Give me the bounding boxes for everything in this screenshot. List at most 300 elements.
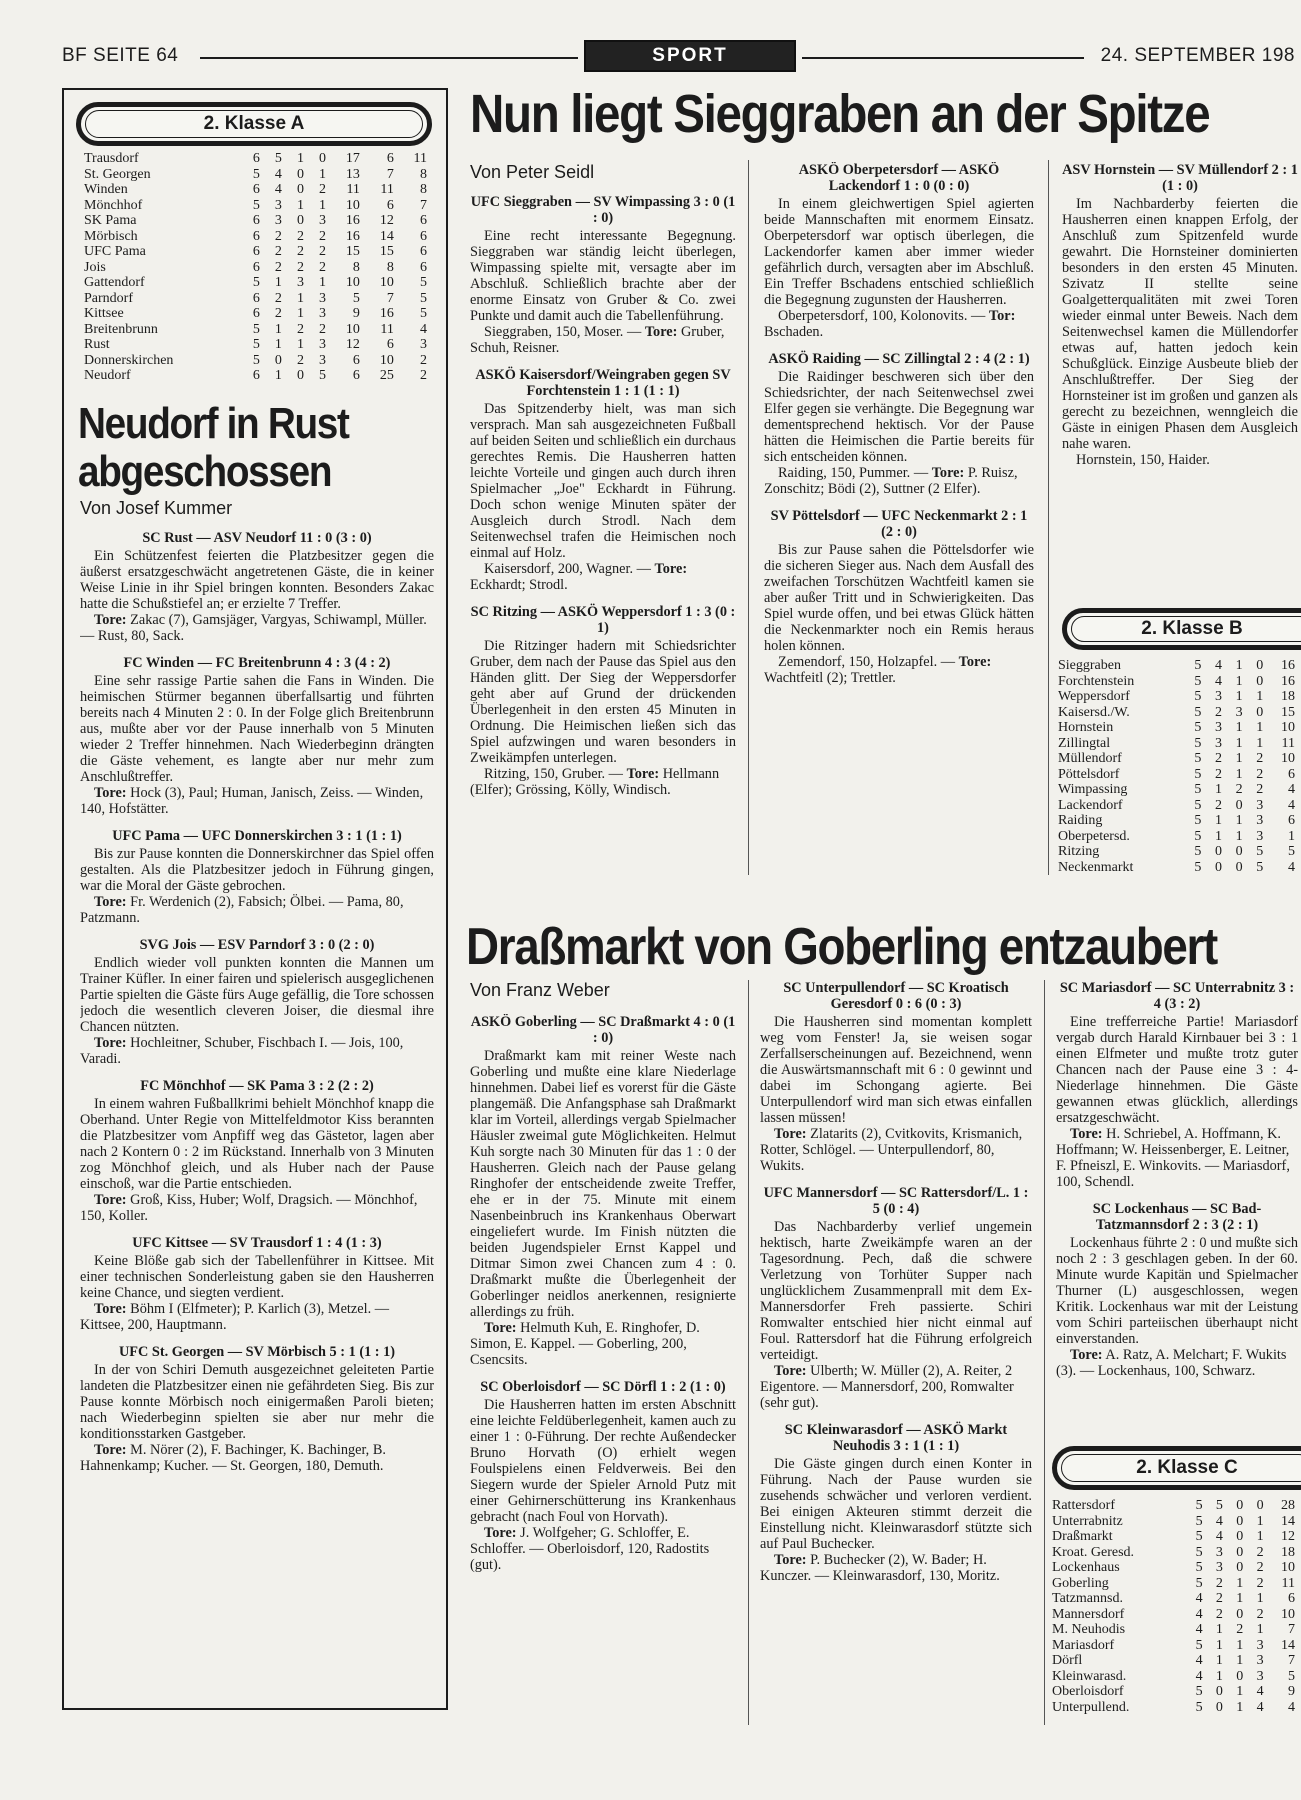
stat-value: 2 — [1256, 766, 1264, 782]
stat-value: 3 — [319, 213, 326, 228]
stat-value: 1 — [1256, 1513, 1264, 1529]
match-report — [760, 1422, 1032, 1584]
match-title: UFC Pama — UFC Donnerskirchen 3 : 1 (1 : 1) — [112, 828, 402, 844]
stat-value: 5 — [1195, 1699, 1203, 1715]
stat-value: 15 — [345, 244, 360, 259]
stat-value: 4 — [1195, 1668, 1203, 1684]
stat-value: 16 — [1281, 658, 1295, 673]
stat-value: 2 — [319, 244, 326, 259]
stat-value: 10 — [1281, 1606, 1295, 1622]
stat-value: 6 — [252, 368, 260, 383]
stat-value: 6 — [420, 244, 427, 259]
scorers-label: Tore: — [931, 465, 965, 481]
stat-value: 3 — [1215, 1560, 1223, 1575]
standings-row — [1052, 1669, 1298, 1685]
stat-value: 5 — [1195, 1529, 1203, 1544]
stat-value: 4 — [1215, 1529, 1223, 1544]
match-details — [1056, 1126, 1298, 1190]
stat-value: 9 — [352, 306, 360, 321]
story3-column-3 — [1056, 980, 1298, 1430]
stat-value: 3 — [274, 197, 282, 213]
match-title: ASKÖ Raiding — SC Zillingtal 2 : 4 (2 : 1) — [768, 351, 1030, 367]
match-text: Eine sehr rassige Partie sahen die Fans in Winden. Die heimischen Stürmer begannen überfallsartig und führten bereits nach 4 Minuten 2 : 0. In der Folge glich Breitenbrunn aus, mußte aber vor der Pause innerhalb von 5 Minuten wieder 2 Treffer hinnehmen. Nach Wiederbeginn drängten die Gäste vehement, es langte aber nur mehr zum Anschlußtreffer. — [80, 673, 434, 785]
story2-column — [80, 530, 434, 1702]
standings-row — [84, 182, 430, 198]
match-report — [470, 1014, 736, 1368]
stat-value: 2 — [1235, 782, 1243, 797]
stat-value: 2 — [1214, 766, 1222, 782]
standings-row — [1058, 798, 1298, 814]
story1-column-2 — [764, 162, 1034, 872]
stat-value: 1 — [1235, 689, 1243, 704]
match-details — [760, 1126, 1032, 1174]
match-title: ASKÖ Goberling — SC Draßmarkt 4 : 0 (1 : 0) — [470, 1014, 736, 1046]
scorers-list: Wachtfeitl (2); Trettler. — [764, 670, 896, 686]
match-title: SC Unterpullendorf — SC Kroatisch Geresdorf 0 : 6 (0 : 3) — [783, 980, 1009, 1012]
stat-value: 6 — [252, 213, 260, 228]
stat-value: 4 — [1214, 658, 1222, 673]
stat-value: 10 — [345, 197, 360, 213]
match-details — [80, 894, 434, 926]
stat-value: 0 — [1256, 704, 1264, 720]
stat-value: 5 — [252, 166, 260, 182]
klasse-a-table — [84, 151, 430, 384]
stat-value: 5 — [252, 197, 260, 213]
story1-column-3 — [1062, 162, 1298, 590]
standings-row — [84, 151, 430, 167]
match-details — [764, 465, 1034, 497]
stat-value: 12 — [345, 337, 360, 352]
match-text: Eine recht interessante Begegnung. Sieggraben war ständig leicht überlegen, Wimpassing spielte mit, versagte aber im Abschluß. Schließlich brachte aber der enorme Einsatz von Gruber & Co. zwei Punkte und damit auch die Tabellenführung. — [470, 228, 736, 324]
scorers-label: Tore: — [94, 894, 127, 910]
match-details — [80, 1442, 434, 1474]
header-rule-right — [802, 57, 1084, 59]
stat-value: 1 — [1236, 1699, 1244, 1715]
team-name: Mönchhof — [84, 197, 143, 213]
stat-value: 3 — [319, 352, 326, 368]
stat-value: 6 — [386, 151, 394, 166]
stat-value: 1 — [1256, 735, 1264, 751]
section-badge: SPORT — [584, 40, 796, 72]
match-details — [80, 1301, 434, 1333]
issue-date: 24. SEPTEMBER 198 — [1100, 45, 1295, 66]
stat-value: 1 — [1288, 828, 1295, 844]
team-name: Trausdorf — [84, 151, 139, 166]
stat-value: 1 — [319, 275, 326, 290]
scorers-label: Tore: — [654, 561, 688, 577]
stat-value: 6 — [352, 352, 360, 368]
match-title: SC Ritzing — ASKÖ Weppersdorf 1 : 3 (0 : 1) — [470, 604, 736, 636]
stat-value: 2 — [420, 352, 427, 368]
stat-value: 28 — [1281, 1498, 1295, 1513]
match-title: SC Lockenhaus — SC Bad-Tatzmannsdorf 2 : 3 (2 : 1) — [1092, 1201, 1262, 1233]
stat-value: 3 — [319, 337, 326, 352]
match-text: Bis zur Pause sahen die Pöttelsdorfer wie die sicheren Sieger aus. Nach dem Ausfall des zweifachen Torschützen Wachtfeitl kamen sie aber außer Tritt und in Schwierigkeiten. Das Spiel wurde offen, und bei etwas Glück hätten die Neckenmarkter noch ein Remis heraus holen können. — [764, 542, 1034, 654]
standings-row — [1052, 1514, 1298, 1530]
match-title: SVG Jois — ESV Parndorf 3 : 0 (2 : 0) — [139, 937, 375, 953]
stat-value: 5 — [420, 306, 427, 321]
match-details — [470, 1525, 736, 1573]
stat-value: 1 — [1215, 1637, 1223, 1653]
scorers-list: Böhm I (Elfmeter); P. Karlich (3), Metzel. — Kittsee, 200, Hauptmann. — [80, 1301, 390, 1333]
page-label: BF SEITE 64 — [62, 45, 179, 66]
match-text: Die Gäste gingen durch einen Konter in Führung. Nach der Pause wurden sie zusehends schwächer und verloren verdient. Bei einigen Akteuren stimmt derzeit die Einstellung nicht. Kleinwarasdorf stützte sich auf Paul Buchecker. — [760, 1456, 1032, 1552]
stat-value: 0 — [1236, 1606, 1244, 1622]
match-title: UFC Kittsee — SV Trausdorf 1 : 4 (1 : 3) — [132, 1235, 382, 1251]
stat-value: 1 — [319, 197, 326, 213]
match-text: Das Spitzenderby hielt, was man sich versprach. Man sah ausgezeichneten Fußball auf beiden Seiten und schließlich ein durchaus gerechtes Remis. Die Hausherren hatten leichte Vorteile und gingen auch durch ihren Spielmacher „Joe" Eckhardt in Führung. Doch schon wenige Minuten später der Ausgleich durch Strodl. Nach dem Seitenwechsel trafen die Heimischen noch einmal auf Holz. — [470, 401, 736, 561]
match-text: Bis zur Pause konnten die Donnerskirchner das Spiel offen gestalten. Als die Platzbesitzer jedoch in Führung gingen, war die Moral der Gäste gebrochen. — [80, 846, 434, 894]
match-details — [470, 324, 736, 356]
stat-value: 0 — [1236, 1560, 1244, 1575]
story3-column-1 — [470, 1014, 736, 1724]
match-details — [470, 1320, 736, 1368]
stat-value: 1 — [1256, 1622, 1264, 1637]
scorers-list: Hochleitner, Schuber, Fischbach I. — Jois, 100, Varadi. — [80, 1035, 404, 1067]
team-name: Neckenmarkt — [1058, 859, 1134, 875]
team-name: Neudorf — [84, 368, 131, 383]
stat-value: 0 — [1235, 844, 1243, 859]
klasse-a-banner: 2. Klasse A — [76, 102, 432, 146]
team-name: Lockenhaus — [1052, 1560, 1120, 1575]
match-report — [80, 937, 434, 1067]
stat-value: 3 — [1256, 828, 1264, 844]
stat-value: 3 — [420, 337, 427, 352]
stat-value: 6 — [252, 228, 260, 244]
stat-value: 1 — [319, 166, 326, 182]
stat-value: 16 — [345, 228, 360, 244]
stat-value: 2 — [274, 259, 282, 275]
stat-value: 6 — [1288, 1591, 1295, 1606]
match-details — [1062, 452, 1298, 468]
stat-value: 1 — [1256, 1591, 1264, 1606]
team-name: Kleinwarasd. — [1052, 1668, 1127, 1684]
stat-value: 5 — [1215, 1498, 1223, 1513]
stat-value: 0 — [1236, 1513, 1244, 1529]
stat-value: 6 — [420, 228, 427, 244]
stat-value: 0 — [1236, 1668, 1244, 1684]
match-title: ASKÖ Oberpetersdorf — ASKÖ Lackendorf 1 : 0 (0 : 0) — [798, 162, 1000, 194]
match-report — [80, 530, 434, 644]
match-details — [80, 785, 434, 817]
match-text: Das Nachbarderby verlief ungemein hektisch, harte Zweikämpfe waren an der Tagesordnung. Pech, daß die schwere Verletzung von Torhüter Supper nach unglücklichem Zusammenprall mit dem Ex-Mannersdorfer Freh passierte. Schiri Romwalter entschied hier nicht einmal auf Foul. Rattersdorf hat die Führung erfolgreich verteidigt. — [760, 1219, 1032, 1363]
stat-value: 3 — [1214, 720, 1222, 735]
stat-value: 12 — [1281, 1529, 1295, 1544]
stat-value: 1 — [296, 151, 304, 166]
stat-value: 2 — [274, 244, 282, 259]
stat-value: 11 — [1281, 735, 1295, 751]
stat-value: 5 — [1194, 704, 1202, 720]
stat-value: 6 — [252, 290, 260, 306]
match-info: Sieggraben, 150, Moser. — — [484, 324, 642, 340]
stat-value: 11 — [380, 321, 394, 337]
stat-value: 15 — [1281, 704, 1295, 720]
stat-value: 2 — [274, 290, 282, 306]
stat-value: 0 — [1236, 1544, 1244, 1560]
team-name: Oberpetersd. — [1058, 828, 1130, 844]
stat-value: 1 — [296, 197, 304, 213]
stat-value: 6 — [252, 244, 260, 259]
match-title: FC Mönchhof — SK Pama 3 : 2 (2 : 2) — [140, 1078, 374, 1094]
match-report — [1062, 162, 1298, 468]
match-info: Ritzing, 150, Gruber. — — [484, 766, 623, 782]
stat-value: 1 — [1236, 1653, 1244, 1668]
scorers-label: Tore: — [94, 1301, 127, 1317]
scorers-list: H. Schriebel, A. Hoffmann, K. Hoffmann; W. Heissenberger, E. Leitner, F. Pfneiszl, E. Winkovits. — Mariasdorf, 100, Schendl. — [1056, 1126, 1290, 1190]
stat-value: 5 — [319, 368, 326, 383]
stat-value: 6 — [252, 259, 260, 275]
match-text: Draßmarkt kam mit reiner Weste nach Goberling und mußte eine klare Niederlage hinnehmen. Dabei lief es vorerst für die Gäste plangemäß. Die Anfangsphase sah Draßmarkt klar im Vorteil, allerdings vergab Spielmacher Häusler zweimal gute Möglichkeiten. Helmut Kuh sorgte nach 30 Minuten für das 1 : 0 der Hausherren. Gleich nach der Pause gelang Ringhofer der entscheidende zweite Treffer, ehe er in der 75. Minute mit einem Nasenbeinbruch ins Krankenhaus Oberwart eingeliefert wurde. Im Finish nützten die beiden Jugendspieler Ernst Kappel und Ditmar Simon zwei Chancen zum 4 : 0. Draßmarkt mußte die Überlegenheit der Goberlinger neidlos anerkennen, resignierte allerdings zu früh. — [470, 1048, 736, 1320]
standings-row — [1058, 844, 1298, 860]
stat-value: 3 — [1214, 735, 1222, 751]
klasse-c-table — [1052, 1498, 1298, 1715]
stat-value: 1 — [1235, 751, 1243, 766]
match-details — [764, 308, 1034, 340]
stat-value: 1 — [274, 337, 282, 352]
team-name: Jois — [84, 259, 106, 275]
stat-value: 5 — [1194, 720, 1202, 735]
stat-value: 2 — [1214, 751, 1222, 766]
stat-value: 13 — [345, 166, 360, 182]
team-name: Mannersdorf — [1052, 1606, 1125, 1622]
stat-value: 2 — [296, 259, 304, 275]
match-text: Lockenhaus führte 2 : 0 und mußte sich noch 2 : 3 geschlagen geben. In der 60. Minute wurde Kapitän und Spielmacher Thurner (L) ausgeschlossen, wegen Kritik. Lockenhaus war mit der Leistung vom Schiri parteiischen überhaupt nicht einverstanden. — [1056, 1235, 1298, 1347]
standings-row — [84, 275, 430, 291]
match-title: SC Rust — ASV Neudorf 11 : 0 (3 : 0) — [142, 530, 372, 546]
match-details — [470, 766, 736, 798]
scorers-label: Tore: — [644, 324, 678, 340]
stat-value: 11 — [413, 151, 427, 166]
match-title: ASKÖ Kaisersdorf/Weingraben gegen SV Forchtenstein 1 : 1 (1 : 1) — [475, 367, 731, 399]
klasse-b-banner: 2. Klasse B — [1062, 608, 1301, 650]
stat-value: 0 — [1235, 859, 1243, 875]
team-name: Raiding — [1058, 813, 1103, 828]
story1-headline: Nun liegt Sieggraben an der Spitze — [470, 84, 1210, 144]
standings-row — [1058, 736, 1298, 752]
scorers-label: Tore: — [958, 654, 992, 670]
scorers-list: Groß, Kiss, Huber; Wolf, Dragsich. — Mönchhof, 150, Koller. — [80, 1192, 418, 1224]
stat-value: 14 — [1281, 1637, 1295, 1653]
stat-value: 1 — [1256, 689, 1264, 704]
stat-value: 1 — [296, 306, 304, 321]
stat-value: 7 — [1288, 1622, 1295, 1637]
team-name: Wimpassing — [1058, 782, 1128, 797]
team-name: Rust — [84, 337, 110, 352]
stat-value: 3 — [1235, 704, 1243, 720]
match-text: Keine Blöße gab sich der Tabellenführer in Kittsee. Mit einer technischen Sonderleistung gaben sie den Hausherren keine Chance, und siegten verdient. — [80, 1253, 434, 1301]
scorers-label: Tore: — [1070, 1347, 1103, 1363]
stat-value: 5 — [1194, 797, 1202, 813]
stat-value: 6 — [1288, 766, 1295, 782]
team-name: Pöttelsdorf — [1058, 766, 1120, 782]
stat-value: 12 — [379, 213, 394, 228]
stat-value: 5 — [1195, 1560, 1203, 1575]
stat-value: 5 — [252, 352, 260, 368]
scorers-label: Tore: — [94, 1035, 127, 1051]
match-text: Die Raidinger beschweren sich über den Schiedsrichter, der nach Seitenwechsel zwei Elfer gegen sie verhängte. Die Begegnung war dementsprechend hektisch. Vor der Pause hätten die Heimischen die Partie bereits für sich entscheiden können. — [764, 369, 1034, 465]
stat-value: 7 — [420, 197, 427, 213]
stat-value: 9 — [1288, 1684, 1295, 1699]
stat-value: 5 — [1194, 813, 1202, 828]
scorers-list: A. Ratz, A. Melchart; F. Wukits (3). — Lockenhaus, 100, Schwarz. — [1056, 1347, 1287, 1379]
scorers-label: Tor: — [988, 308, 1016, 324]
stat-value: 16 — [345, 213, 360, 228]
match-info: Zemendorf, 150, Holzapfel. — — [778, 654, 956, 670]
column-rule — [1048, 160, 1049, 875]
stat-value: 3 — [1256, 1668, 1264, 1684]
match-report — [80, 828, 434, 926]
story2-headline: Neudorf in Rust abgeschossen — [78, 399, 349, 496]
stat-value: 5 — [1194, 658, 1202, 673]
stat-value: 4 — [1288, 859, 1295, 875]
stat-value: 2 — [1256, 1575, 1264, 1591]
standings-row — [84, 291, 430, 307]
stat-value: 18 — [1281, 1544, 1295, 1560]
stat-value: 1 — [1235, 658, 1243, 673]
scorers-list: P. Ruisz, Zonschitz; Bödi (2), Suttner (2 Elfer). — [764, 465, 1018, 497]
stat-value: 4 — [1288, 782, 1295, 797]
standings-row — [1052, 1622, 1298, 1638]
stat-value: 0 — [1235, 797, 1243, 813]
stat-value: 1 — [1214, 813, 1222, 828]
story3-column-2 — [760, 980, 1032, 1725]
stat-value: 11 — [1281, 1575, 1295, 1591]
match-details — [760, 1363, 1032, 1411]
match-text: Eine trefferreiche Partie! Mariasdorf vergab durch Harald Kirnbauer bei 3 : 1 einen Elfmeter und mußte trotz guter Chancen nach der Pause eine 3 : 4-Niederlage hinnehmen. Die Gäste gewannen etwas glücklich, allerdings ersatzgeschwächt. — [1056, 1014, 1298, 1126]
stat-value: 1 — [1256, 1529, 1264, 1544]
scorers-label: Tore: — [774, 1126, 807, 1142]
scorers-list: Gruber, Schuh, Reisner. — [470, 324, 725, 356]
standings-row — [1052, 1545, 1298, 1561]
team-name: Breitenbrunn — [84, 321, 158, 337]
match-title: SC Mariasdorf — SC Unterrabnitz 3 : 4 (3 : 2) — [1059, 980, 1295, 1012]
scorers-list: Eckhardt; Strodl. — [470, 577, 568, 593]
stat-value: 1 — [1236, 1591, 1244, 1606]
standings-row — [1058, 705, 1298, 721]
standings-row — [1052, 1560, 1298, 1576]
stat-value: 5 — [1194, 735, 1202, 751]
stat-value: 0 — [296, 213, 304, 228]
match-title: SC Kleinwarasdorf — ASKÖ Markt Neuhodis 3 : 1 (1 : 1) — [784, 1422, 1008, 1454]
team-name: Forchtenstein — [1058, 673, 1135, 689]
stat-value: 1 — [274, 275, 282, 290]
stat-value: 1 — [1214, 828, 1222, 844]
scorers-label: Tore: — [484, 1320, 517, 1336]
stat-value: 4 — [1256, 1684, 1264, 1699]
stat-value: 1 — [1236, 1637, 1244, 1653]
stat-value: 0 — [1215, 1699, 1223, 1715]
stat-value: 6 — [386, 197, 394, 213]
story1-column-1 — [470, 194, 736, 872]
stat-value: 2 — [1256, 751, 1264, 766]
stat-value: 5 — [420, 275, 427, 290]
stat-value: 2 — [1215, 1606, 1223, 1622]
match-title: UFC Mannersdorf — SC Rattersdorf/L. 1 : 5 (0 : 4) — [763, 1185, 1029, 1217]
team-name: Dörfl — [1052, 1653, 1083, 1668]
scorers-label: Tore: — [774, 1363, 807, 1379]
stat-value: 7 — [1288, 1653, 1295, 1668]
scorers-label: Tore: — [484, 1525, 517, 1541]
stat-value: 1 — [1236, 1575, 1244, 1591]
match-info: Hornstein, 150, Haider. — [1076, 452, 1210, 468]
stat-value: 1 — [1236, 1684, 1244, 1699]
standings-row — [84, 244, 430, 260]
stat-value: 11 — [380, 182, 394, 197]
match-text: Die Hausherren hatten im ersten Abschnitt eine leichte Feldüberlegenheit, kamen auch zu einer 1 : 0-Führung. Der rechte Außendecker Bruno Horvath (O) erhielt wegen Foulspielens einen Feldverweis. Bei den Siegern wurde der Spieler Arnold Putz mit einer Gehirnerschütterung ins Krankenhaus gebracht (nach Foul von Horvath). — [470, 1397, 736, 1525]
match-report — [80, 655, 434, 817]
stat-value: 4 — [1195, 1606, 1203, 1622]
stat-value: 4 — [1195, 1622, 1203, 1637]
match-report — [470, 604, 736, 798]
standings-row — [1052, 1638, 1298, 1654]
standings-row — [1058, 860, 1298, 876]
standings-row — [84, 368, 430, 384]
match-title: SC Oberloisdorf — SC Dörfl 1 : 2 (1 : 0) — [480, 1379, 726, 1395]
stat-value: 0 — [1214, 859, 1222, 875]
stat-value: 4 — [1214, 673, 1222, 689]
stat-value: 0 — [1256, 1498, 1264, 1513]
team-name: Unterrabnitz — [1052, 1513, 1123, 1529]
stat-value: 0 — [1215, 1684, 1223, 1699]
stat-value: 4 — [1288, 797, 1295, 813]
scorers-label: Tore: — [1070, 1126, 1103, 1142]
standings-row — [84, 167, 430, 183]
stat-value: 2 — [1256, 1560, 1264, 1575]
stat-value: 3 — [1256, 1637, 1264, 1653]
stat-value: 0 — [1256, 673, 1264, 689]
match-details — [80, 1035, 434, 1067]
stat-value: 1 — [1235, 766, 1243, 782]
story1-byline: Von Peter Seidl — [470, 162, 595, 182]
stat-value: 10 — [379, 275, 394, 290]
stat-value: 5 — [1288, 844, 1295, 859]
team-name: Gattendorf — [84, 275, 145, 290]
standings-row — [1058, 720, 1298, 736]
stat-value: 2 — [296, 352, 304, 368]
stat-value: 0 — [1256, 658, 1264, 673]
stat-value: 5 — [352, 290, 360, 306]
stat-value: 2 — [1214, 797, 1222, 813]
match-text: In der von Schiri Demuth ausgezeichnet geleiteten Partie landeten die Platzbesitzer einen nie gefährdeten Sieg. Bis zur Pause konnte Mörbisch noch einigermaßen Paroli bieten; nach Wiederbeginn spielten sie aber nur mehr die konditionsstarken Gastgeber. — [80, 1362, 434, 1442]
stat-value: 2 — [1215, 1575, 1223, 1591]
stat-value: 5 — [1256, 844, 1264, 859]
team-name: Mörbisch — [84, 228, 138, 244]
standings-row — [1058, 751, 1298, 767]
standings-row — [1058, 782, 1298, 798]
stat-value: 6 — [352, 368, 360, 383]
team-name: Goberling — [1052, 1575, 1109, 1591]
stat-value: 0 — [1236, 1529, 1244, 1544]
stat-value: 6 — [386, 337, 394, 352]
team-name: St. Georgen — [84, 166, 151, 182]
stat-value: 8 — [420, 166, 427, 182]
stat-value: 11 — [346, 182, 360, 197]
scorers-label: Tore: — [626, 766, 660, 782]
stat-value: 5 — [1288, 1668, 1295, 1684]
stat-value: 3 — [296, 275, 304, 290]
scorers-list: Helmuth Kuh, E. Ringhofer, D. Simon, E. Kappel. — Goberling, 200, Csencsits. — [470, 1320, 700, 1368]
stat-value: 5 — [252, 337, 260, 352]
stat-value: 2 — [296, 321, 304, 337]
standings-row — [1052, 1591, 1298, 1607]
stat-value: 4 — [274, 182, 282, 197]
match-report — [80, 1235, 434, 1333]
standings-row — [1052, 1529, 1298, 1545]
match-info: Oberpetersdorf, 100, Kolonovits. — — [778, 308, 986, 324]
stat-value: 1 — [1235, 735, 1243, 751]
match-details — [1056, 1347, 1298, 1379]
match-report — [1056, 980, 1298, 1190]
